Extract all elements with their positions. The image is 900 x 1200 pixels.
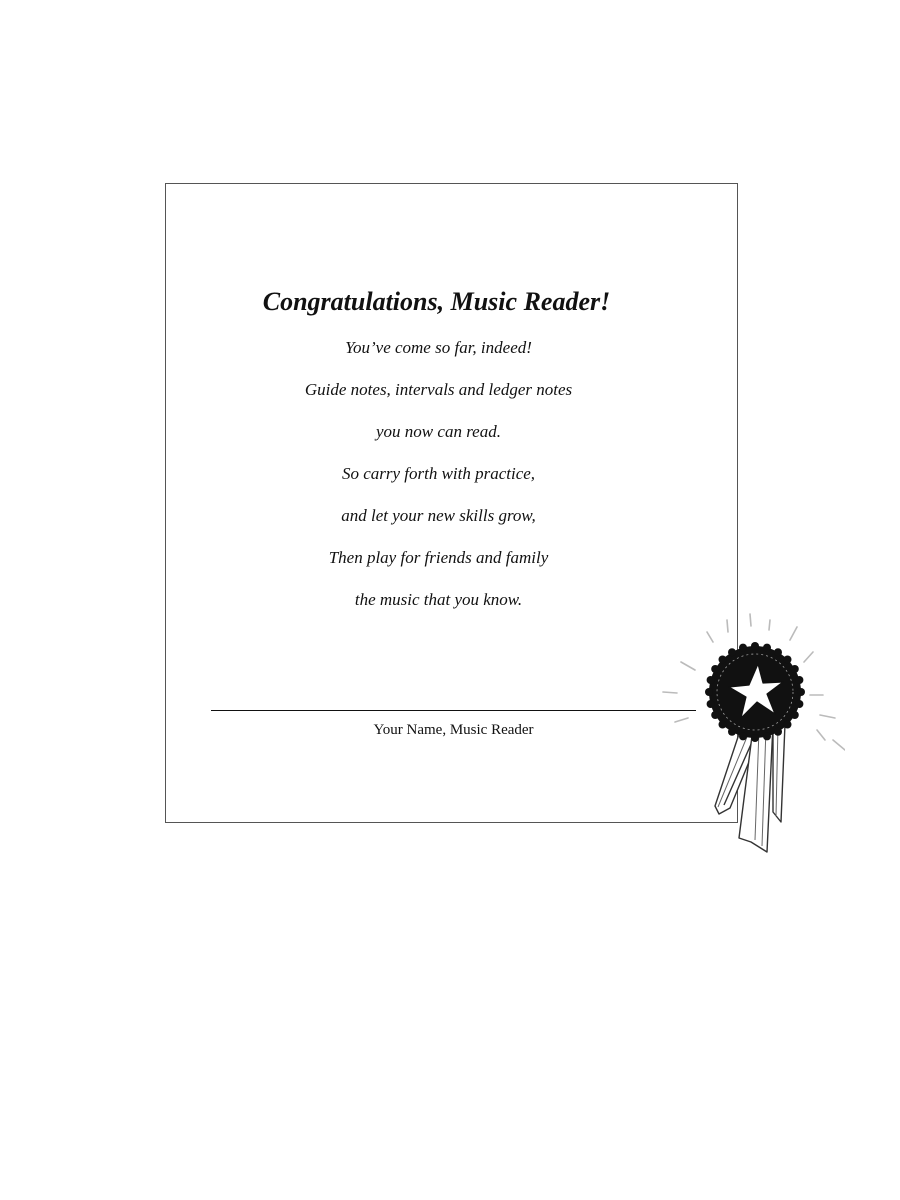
poem-line-3: you now can read. bbox=[376, 422, 501, 441]
poem-line-6: Then play for friends and family bbox=[328, 548, 549, 567]
poem-line-4: So carry forth with practice, bbox=[341, 464, 536, 483]
award-ribbon-star-icon bbox=[655, 600, 845, 860]
poem-line-2: Guide notes, intervals and ledger notes bbox=[304, 380, 573, 399]
ribbon-tails bbox=[715, 722, 785, 852]
signature-line bbox=[211, 710, 696, 711]
medal bbox=[705, 642, 805, 742]
signature-label: Your Name, Music Reader bbox=[373, 722, 534, 738]
certificate-frame bbox=[165, 183, 738, 823]
poem-line-7: the music that you know. bbox=[354, 590, 523, 609]
poem-line-5: and let your new skills grow, bbox=[341, 506, 536, 525]
certificate-title: Congratulations, Music Reader! bbox=[262, 287, 611, 316]
poem-line-1: You’ve come so far, indeed! bbox=[345, 338, 532, 357]
poem bbox=[166, 334, 737, 628]
